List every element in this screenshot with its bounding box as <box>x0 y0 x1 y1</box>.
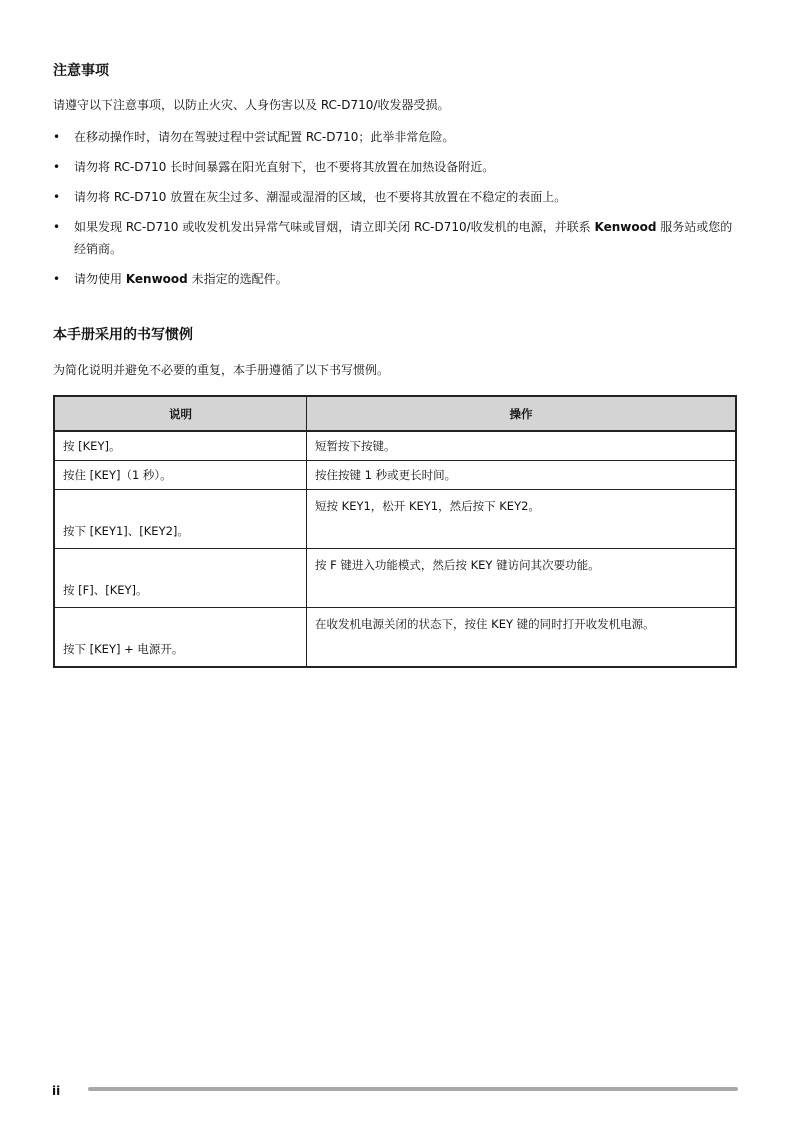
table-cell-description: 按下 [KEY1]、[KEY2]。 <box>54 490 307 549</box>
table-cell-operation: 短按 KEY1，松开 KEY1，然后按下 KEY2。 <box>307 490 737 549</box>
table-cell-description: 按住 [KEY]（1 秒）。 <box>54 461 307 490</box>
table-cell-operation: 在收发机电源关闭的状态下，按住 KEY 键的同时打开收发机电源。 <box>307 608 737 668</box>
table-cell-description: 按 [KEY]。 <box>54 431 307 461</box>
conventions-intro: 为简化说明并避免不必要的重复，本手册遵循了以下书写惯例。 <box>53 363 390 377</box>
bullet-icon: • <box>53 160 61 174</box>
bullet-icon: • <box>53 190 61 204</box>
table-row <box>54 549 736 608</box>
page-number: ii <box>52 1084 61 1098</box>
precautions-list <box>53 126 743 298</box>
conventions-table <box>53 395 737 668</box>
list-item: • 如果发现 RC-D710 或收发机发出异常气味或冒烟，请立即关闭 RC-D710/收发机的电源，并联系 Kenwood 服务站或您的经销商。 <box>53 216 743 260</box>
column-header-operation: 操作 <box>307 396 737 431</box>
conventions-heading: 本手册采用的书写惯例 <box>53 327 193 343</box>
list-item: • 请勿将 RC-D710 放置在灰尘过多、潮湿或湿滑的区域，也不要将其放置在不稳定的表面上。 <box>53 186 743 208</box>
bullet-icon: • <box>53 272 61 286</box>
precautions-intro: 请遵守以下注意事项，以防止火灾、人身伤害以及 RC-D710/收发器受损。 <box>53 98 450 112</box>
table-header-row <box>54 396 736 431</box>
column-header-description: 说明 <box>54 396 307 431</box>
table-cell-operation: 按住按键 1 秒或更长时间。 <box>307 461 737 490</box>
list-item: • 在移动操作时，请勿在驾驶过程中尝试配置 RC-D710；此举非常危险。 <box>53 126 743 148</box>
bullet-icon: • <box>53 130 61 144</box>
table-row <box>54 461 736 490</box>
table-row <box>54 490 736 549</box>
footer-rule <box>88 1087 738 1091</box>
table-cell-description: 按下 [KEY] + 电源开。 <box>54 608 307 668</box>
table-row <box>54 608 736 668</box>
table-row <box>54 431 736 461</box>
list-item: • 请勿将 RC-D710 长时间暴露在阳光直射下，也不要将其放置在加热设备附近。 <box>53 156 743 178</box>
table-cell-operation: 短暂按下按键。 <box>307 431 737 461</box>
list-item: • 请勿使用 Kenwood 未指定的选配件。 <box>53 268 743 290</box>
precautions-heading: 注意事项 <box>53 63 109 79</box>
table-cell-operation: 按 F 键进入功能模式，然后按 KEY 键访问其次要功能。 <box>307 549 737 608</box>
bullet-icon: • <box>53 220 61 234</box>
table-cell-description: 按 [F]、[KEY]。 <box>54 549 307 608</box>
